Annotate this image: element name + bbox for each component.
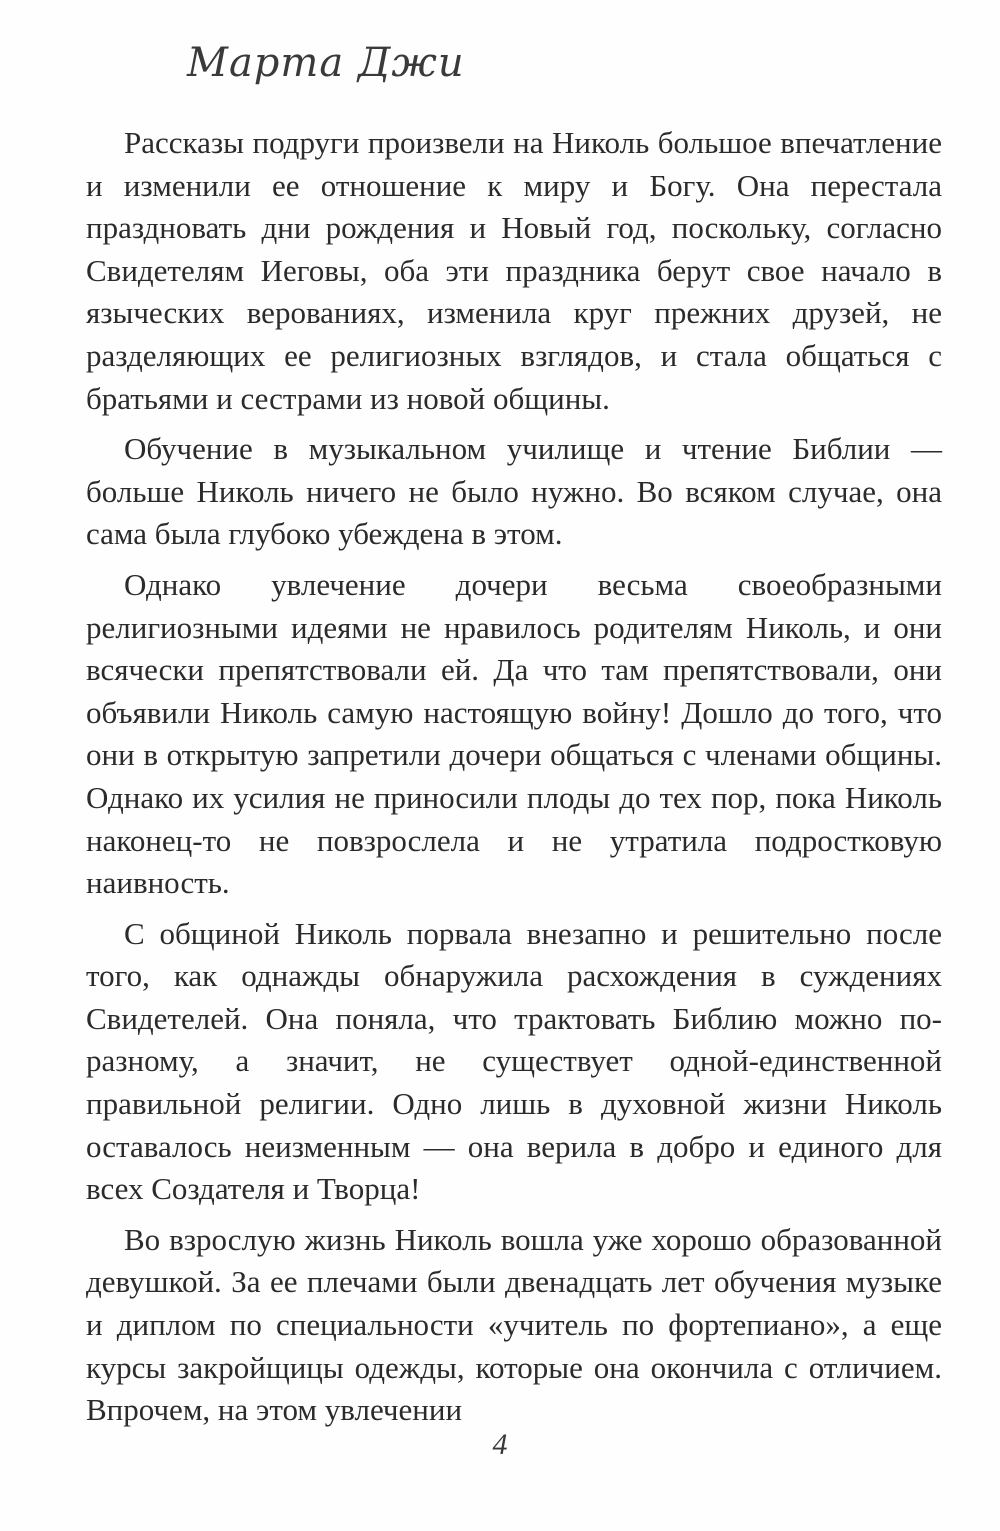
paragraph: Обучение в музыкальном училище и чтение Библии — больше Николь ничего не было нужно. Во всяком случае, она сама была глубоко убеждена в этом.	[86, 431, 942, 552]
page-number: 4	[492, 1428, 508, 1461]
running-head-author: Марта Джи	[187, 40, 465, 86]
paragraph: Во взрослую жизнь Николь вошла уже хорошо образованной девушкой. За ее плечами были двенадцать лет обучения музыке и диплом по специальности «учитель по фортепиано», а еще курсы закройщицы одежды, которые она окончила с отличием. Впрочем, на этом увлечении	[86, 1221, 942, 1428]
body-text	[86, 122, 942, 1440]
paragraph: Рассказы подруги произвели на Николь большое впечатление и изменили ее отношение к миру и Богу. Она перестала праздновать дни рождения и Новый год, поскольку, согласно Свидетелям Иеговы, оба эти праздника берут свое начало в языческих верованиях, изменила круг прежних друзей, не разделяющих ее религиозных взглядов, и стала общаться с братьями и сестрами из новой общины.	[86, 125, 942, 416]
paragraph: С общиной Николь порвала внезапно и решительно после того, как однажды обнаружила расхождения в суждениях Свидетелей. Она поняла, что трактовать Библию можно по-разному, а значит, не существует одной-единственной правильной религии. Одно лишь в духовной жизни Николь оставалось неизменным — она верила в добро и единого для всех Создателя и Творца!	[86, 915, 942, 1207]
paragraph: Однако увлечение дочери весьма своеобразными религиозными идеями не нравилось родителям Николь, и они всячески препятствовали ей. Да что там препятствовали, они объявили Николь самую настоящую войну! Дошло до того, что они в открытую запретили дочери общаться с членами общины. Однако их усилия не приносили плоды до тех пор, пока Николь наконец-то не повзрослела и не утратила подростковую наивность.	[86, 566, 942, 901]
